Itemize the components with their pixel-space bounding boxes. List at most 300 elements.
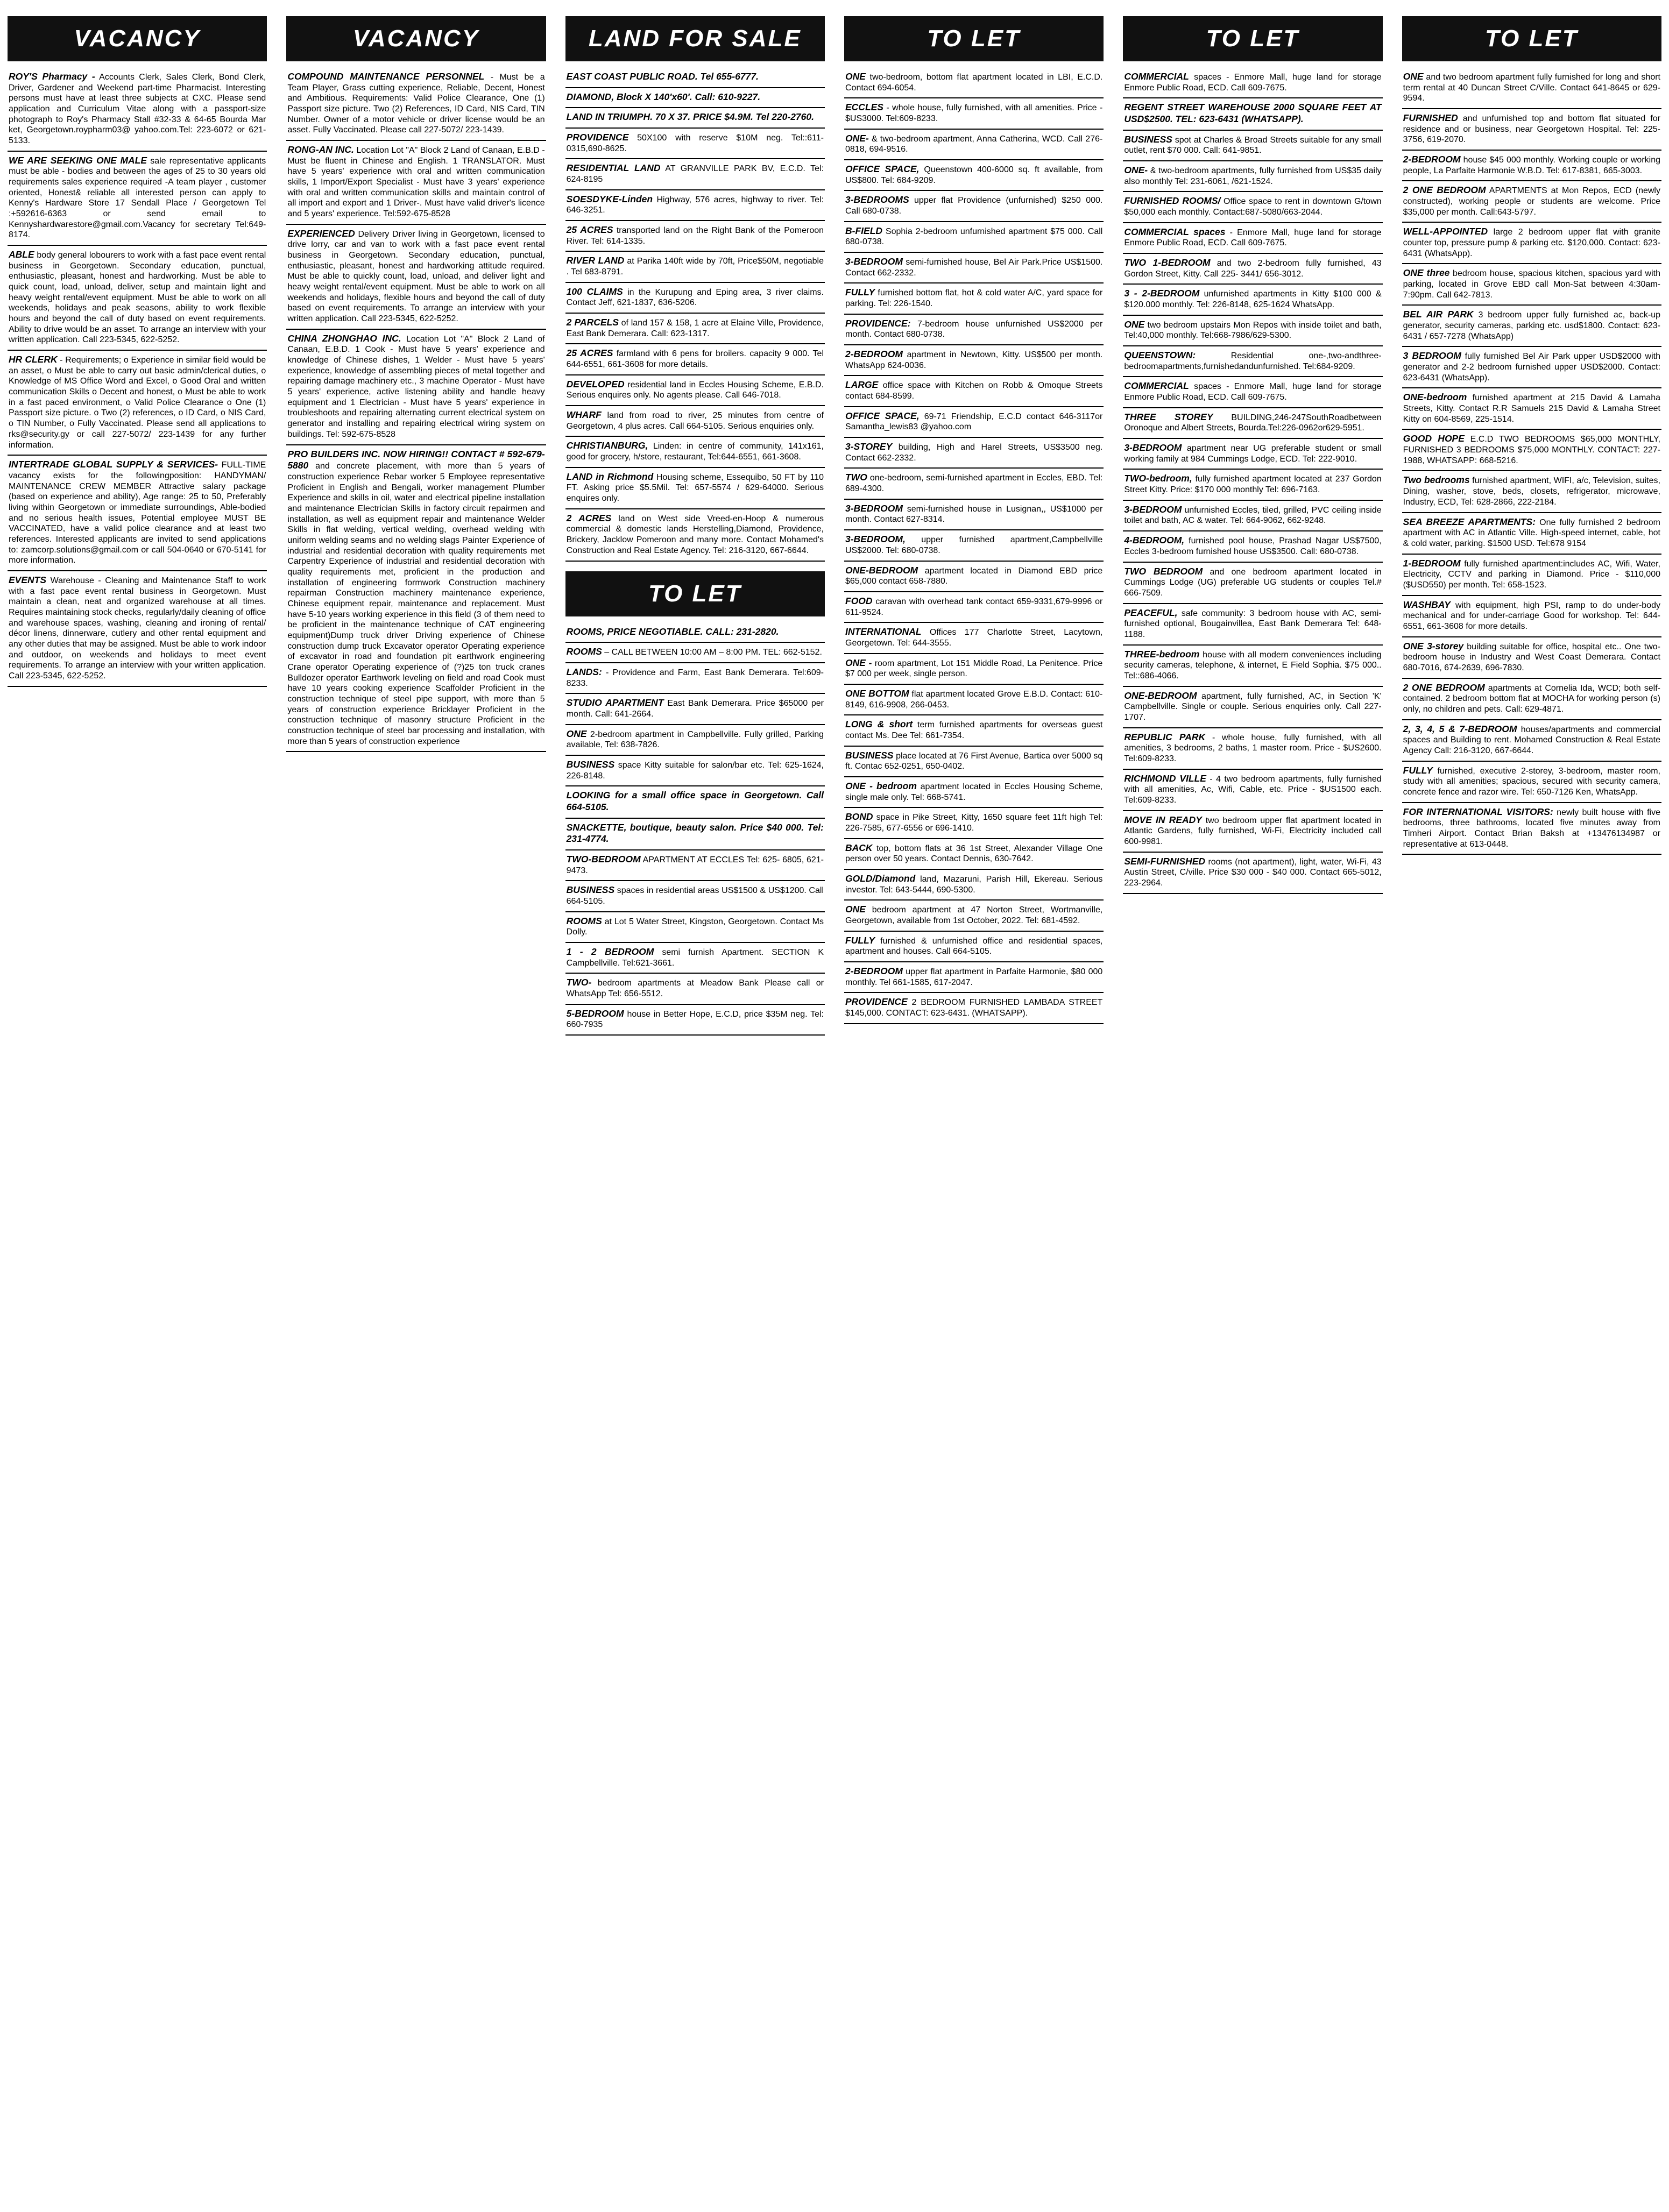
classified-ad [1402,555,1661,596]
classified-ad [1402,596,1661,637]
ad-lead: 3 - 2-BEDROOM [1124,288,1200,299]
classified-ad [844,315,1104,345]
ad-body: - 4 two bedroom apartments, fully furnished with all amenities, Ac, Wifi, Cable, etc. Price - $US1500 each. Tel:609-8233. [1124,774,1382,805]
ad-body: term furnished apartments for overseas guest contact Ms. Dee Tel: 661-7354. [845,720,1103,740]
ad-body: Accounts Clerk, Sales Clerk, Bond Clerk, Driver, Gardener and Weekend part-time Pharmacist. Interesting persons must have at least three subjects at CXC. Please send application and Curriculum Vitae along with a passport-size photograph to Roy's Pharmacy Stall #32-33 & 64-65 Bourda Mar ket, Georgetown.roypharm03@ yahoo.com.Tel: 223-6072 or 621-5133. [9,73,266,146]
ad-lead: FULLY [1403,764,1433,776]
classified-ad [1123,223,1382,254]
ad-body: Sophia 2-bedroom unfurnished apartment $75 000. Call 680-0738. [845,226,1103,247]
ad-body: building suitable for office, hospital etc.. One two-bedroom house in Industry and West Coast Demerara. Contact 680-7016, 674-2639, 696-7830. [1403,642,1661,672]
ad-lead: BUSINESS [1124,133,1172,145]
ad-lead: THREE-bedroom [1124,648,1200,660]
ad-lead: ONE - bedroom [845,780,917,791]
ad-body: Queenstown 400-6000 sq. ft available, from US$800. Tel: 684-9209. [845,165,1103,185]
classified-ad [844,130,1104,160]
ad-lead: BOND [845,811,873,823]
classified-ad [1123,470,1382,500]
classified-ad [565,108,825,129]
ad-lead: REPUBLIC PARK [1124,731,1206,742]
classified-ad [844,98,1104,129]
ad-lead: 3-STOREY [845,441,893,452]
ad-body: semi-furnished house in Lusignan,, US$1000 per month. Contact 627-8314. [845,504,1103,524]
ad-lead: 3-BEDROOM, [845,534,906,545]
classified-ad [844,438,1104,469]
ad-body: Linden: in centre of community, 141x161, good for grocery, h/store, restaurant, Tel:644-6551, 661-3608. [566,442,824,462]
ad-body: newly built house with five bedrooms, three bathrooms, located five minutes away from Timheri Airport. Contact Brian Baksh at +13476134987 or representative at 613-0448. [1403,807,1660,849]
ad-lead: 3-BEDROOMS [845,194,909,205]
classified-ad [286,225,546,330]
ad-body: fully furnished apartment:includes AC, Wifi, Water, Electricity, CCTV and parking in Diamond. Price - $110,000 ($USD550) per month. Tel: 658-1523. [1403,559,1661,590]
ad-body: two-bedroom, bottom flat apartment located in LBI, E.C.D. Contact 694-6054. [845,73,1103,93]
ad-body: 2 BEDROOM FURNISHED LAMBADA STREET $145,000. CONTACT: 623-6431. (WHATSAPP). [845,998,1103,1018]
ad-body: Offices 177 Charlotte Street, Lacytown, Georgetown. Tel: 644-3555. [845,628,1103,648]
ad-lead: COMPOUND MAINTENANCE PERSONNEL [287,71,485,82]
ad-lead: ONE-BEDROOM [845,564,918,576]
ad-body: apartment, fully furnished, AC, in Section 'K' Campbellville. Single or couple. Serious enquiries only. Call 227-1707. [1124,691,1382,722]
ad-lead: TWO-bedroom, [1124,473,1192,484]
classified-ad [565,437,825,467]
ad-lead: ONE [1403,71,1424,82]
classified-ad [1402,679,1661,720]
classified-ad [286,141,546,225]
ad-body: bedroom apartment at 47 Norton Street, Wortmanville, Georgetown, available from 1st October, 2022. Tel: 681-4592. [845,905,1103,925]
ad-body: apartment in Newtown, Kitty. US$500 per month. WhatsApp 624-0036. [845,350,1103,370]
classified-ad [844,283,1104,314]
classified-ad [1123,316,1382,346]
ad-body: safe community: 3 bedroom house with AC, semi-furnished optional, Bougainvillea, East Bank Demerara Tel: 648-1188. [1124,608,1382,639]
ad-body: furnished apartment, WIFI, a/c, Television, suites, Dining, washer, stove, beds, closets, refrigerator, microwave, Industry, ECD, Tel: 628-2866, 222-2184. [1403,476,1660,507]
classified-ad [565,643,825,663]
ad-body: - whole house, fully furnished, with all amenities. Price - $US3000. Tel:609-8233. [845,103,1103,124]
ad-lead: LAND in Richmond [566,471,654,482]
ad-body: space in Pike Street, Kitty, 1650 square feet 11ft high Tel: 226-7585, 677-6556 or 696-1410. [845,813,1103,833]
classified-ad [565,159,825,190]
classified-ad [1402,720,1661,762]
ad-lead: TWO-BEDROOM [566,853,641,864]
ad-lead: ONE - [845,657,872,668]
ad-lead: 3-BEDROOM [1124,504,1182,515]
classified-ad [1123,439,1382,470]
section-header: VACANCY [286,16,546,61]
classified-ad [1123,346,1382,377]
ad-lead: FURNISHED [1403,112,1458,124]
ad-lead: PEACEFUL, [1124,607,1178,618]
ad-lead: ONE [845,71,866,82]
ad-lead: ONE- [1124,165,1148,176]
ad-body: one-bedroom, semi-furnished apartment in Eccles, EBD. Tel: 689-4300. [845,473,1103,494]
ad-lead: OFFICE SPACE, [845,410,920,421]
ad-body: farmland with 6 pens for broilers. capacity 9 000. Tel 644-6551, 661-3608 for more details. [566,349,824,370]
ad-lead: ONE [845,904,866,915]
classified-ad [1123,853,1382,894]
classified-ad [1402,151,1661,181]
ad-lead: ROOMS [566,646,602,657]
ad-lead: COMMERCIAL [1124,71,1189,82]
ad-lead: SNACKETTE, boutique, beauty salon. Price $40 000. Tel: 231-4774. [566,821,824,845]
classified-ad [565,1005,825,1036]
ad-body: fully furnished Bel Air Park upper USD$2000 with generator and 2-2 bedroom furnished upper USD$2000. Contact: 623-6431 (WhatsApp). [1403,352,1661,382]
ad-lead: TWO BEDROOM [1124,565,1203,577]
ad-body: spot at Charles & Broad Streets suitable for any small outlet, rent $70 000. Call: 641-9851. [1124,135,1382,155]
classified-ad [844,962,1104,993]
ad-body: 69-71 Friendship, E.C.D contact 646-3117or Samantha_lewis83 @yahoo.com [845,412,1103,432]
ad-body: office space with Kitchen on Robb & Omoque Streets contact 684-8599. [845,381,1103,401]
ad-lead: TWO 1-BEDROOM [1124,257,1211,268]
ad-lead: CHINA ZHONGHAO INC. [287,332,401,344]
classified-ad [844,376,1104,407]
classified-ad [1123,408,1382,439]
classified-ad [844,253,1104,283]
classified-ad [1123,811,1382,853]
ad-body: and two bedroom apartment fully furnished for long and short term rental at 40 Duncan Street C/Ville. Contact 641-8645 or 629-9594. [1403,73,1661,103]
ad-lead: INTERTRADE GLOBAL SUPPLY & SERVICES- [9,459,218,470]
ad-lead: ONE- [845,132,869,144]
ad-lead: FULLY [845,934,875,946]
ad-lead: 3-BEDROOM [845,256,903,267]
classified-ad [1402,388,1661,430]
classified-ad [1123,687,1382,728]
ad-lead: BUSINESS [566,758,615,770]
ad-body: and unfurnished top and bottom flat situated for residence and or business, near Georgetown Hospital. Tel: 225-3756, 619-2070. [1403,114,1660,145]
section-header-to-let: TO LET [565,571,825,616]
column-vacancy-2 [286,16,546,2212]
ad-lead: 1-BEDROOM [1403,557,1461,569]
ad-body: semi-furnished house, Bel Air Park.Price US$1500. Contact 662-2332. [845,258,1103,278]
ad-lead: THREE STOREY [1124,411,1213,422]
ad-body: FULL-TIME vacancy exists for the followingposition: HANDYMAN/ MAINTENANCE CREW MEMBER Attractive salary package (based on experience and ability), Age range: 25 to 50, Preferably living within Georgetown or immediate surroundings, Able-bodied and no serious health issues, Potential employee MUST BE VACCINATED, have a valid police clearance and at least two references. Interested applicants are invited to send applications to: zamcorp.solutions@gmail.com or call 504-0640 or 670-5141 for more information. [9,460,266,565]
classified-ad [1402,181,1661,223]
ad-body: body general lobourers to work with a fast pace event rental business in Georgetown. Secondary education, punctual, enthusiastic, pleasant, honest and hardworking. Must be able to quick count, load, unload, deliver, setup and maintain light and heavy weight rental/event equipment. Must be able to work on all weekends, holidays and peak seasons, ability to work flexible hours and beyond the call of duty based on event requirements. Ability to drive would be an asset. To arrange an interview with your written application. Call 223-5345, 622-5252. [9,251,266,345]
ad-lead: ECCLES [845,102,883,113]
classified-ad [8,571,267,687]
ad-body: bedroom apartments at Meadow Bank Please call or WhatsApp Tel: 656-5512. [566,979,824,998]
classified-ad [8,351,267,456]
ad-body: building, High and Harel Streets, US$3500 neg. Contact 662-2332. [845,443,1103,463]
ad-body: Office space to rent in downtown G/town $50,000 each monthly. Contact:687-5080/663-2044. [1124,197,1382,217]
ad-body: flat apartment located Grove E.B.D. Contact: 610-8149, 616-9908, 266-0453. [845,689,1103,710]
ad-body: large 2 bedroom upper flat with granite counter top, pressure pump & parking etc. $120,000. Contact: 623-6431 (WhatsApp). [1403,228,1660,258]
ad-body: 2-bedroom apartment in Campbellville. Fully grilled, Parking available, Tel: 638-7826. [566,729,824,750]
ad-lead: ROY'S Pharmacy - [9,71,95,82]
ad-lead: ROOMS, PRICE NEGOTIABLE. CALL: 231-2820. [566,626,779,637]
column-to-let-3 [1402,16,1661,2212]
ad-lead: RONG-AN INC. [287,144,354,155]
ad-lead: LARGE [845,379,879,391]
ad-lead: TWO [845,472,867,483]
ad-body: residential land in Eccles Housing Scheme, E.B.D. Serious enquires only. No agents please. Call 646-7018. [566,380,824,400]
classified-ad [844,839,1104,870]
ad-body: land on West side Vreed-en-Hoop & numerous commercial & domestic lands Herstelling,Diamond, Providence, Brickery, Jacklow Pomeroon and many more. Contact Mohamed's Construction and Real Estate Agency. Tel: 216-3120, 667-6644. [566,514,824,555]
ad-lead: BACK [845,842,873,853]
ad-body: at Lot 5 Water Street, Kingston, Georgetown. Contact Ms Dolly. [566,917,824,937]
classified-ad [565,314,825,344]
ad-body: furnished bottom flat, hot & cold water A/C, yard space for parking. Tel: 226-1540. [845,288,1103,309]
ad-body: Highway, 576 acres, highway to river. Tel: 646-3251. [566,195,824,215]
ad-lead: ABLE [9,249,34,260]
ad-body: of land 157 & 158, 1 acre at Elaine Ville, Providence, East Bank Demerara. Call: 623-1317. [566,318,824,338]
classified-ad [286,330,546,445]
section-header: LAND FOR SALE [565,16,825,61]
ad-lead: BEL AIR PARK [1403,309,1474,320]
classified-ad [1123,68,1382,98]
ad-lead: 3-BEDROOM [1124,442,1182,453]
ad-lead: CHRISTIANBURG, [566,440,648,451]
classified-ad [844,715,1104,746]
classified-ad [565,344,825,375]
section-header: TO LET [1402,16,1661,61]
classified-ad [1123,377,1382,408]
ad-body: land from road to river, 25 minutes from centre of Georgetown, 4 plus acres. Call 664-5105. Serious enquiries only. [566,411,824,431]
classified-ad [1123,285,1382,315]
ad-body: Location Lot "A" Block 2 Land of Canaan, E.B.D. 1 Cook - Must have 5 years' experience and knowledge of Chinese dishes, 1 Welder - Must have 5 years' experience, knowledge of assembling pieces of metal together and repairing damage machinery etc., 3 machine Operator - Must have 5 years' experience, active listening ability and handle heavy equipment and 1 Electrician - Must have 5 years' experience in troubleshoots and repairing alternating current electrical system on generator and installing and repairing electrical wiring system on buildings. Tel: 592-675-8528 [287,334,545,439]
classified-ad [844,623,1104,654]
ad-lead: WHARF [566,409,602,421]
ad-body: apartment located in Diamond EBD price $65,000 contact 658-7880. [845,566,1103,586]
ad-lead: 100 CLAIMS [566,286,623,297]
classified-ad [1123,131,1382,161]
ad-lead: EXPERIENCED [287,228,355,239]
ad-body: APARTMENT AT ECCLES Tel: 625- 6805, 621-9473. [566,855,824,875]
classified-ad [1123,563,1382,604]
classified-ad [1402,223,1661,264]
classified-ad [844,469,1104,499]
ad-lead: ONE-bedroom [1403,392,1467,403]
ad-lead: B-FIELD [845,225,883,236]
ad-lead: BUSINESS [566,884,615,896]
ad-lead: QUEENSTOWN: [1124,350,1196,361]
ad-lead: HR CLERK [9,354,58,365]
ad-lead: 2-BEDROOM [845,349,903,360]
ad-lead: BUSINESS [845,749,894,761]
ad-body: house with all modern conveniences including security cameras, telephone, & internet, E Field Sophia. $75 000.. Tel::686-4066. [1124,650,1382,680]
classified-ad [844,562,1104,592]
ad-lead: 4-BEDROOM, [1124,535,1185,546]
classified-ad [1402,803,1661,855]
classified-ad [565,756,825,786]
classified-ad [286,445,546,753]
ad-body: - whole house, fully furnished, with all amenities, 3 bedrooms, 2 baths, 1 master room. Price - $US2600. Tel:609-8233. [1124,733,1382,763]
classified-ad [565,881,825,912]
classified-ad [565,129,825,159]
ad-lead: ONE-BEDROOM [1124,690,1197,701]
classified-ad [565,725,825,756]
ad-body: furnished pool house, Prashad Nagar US$7500, Eccles 3-bedroom furnished house US$3500. Call: 680-0738. [1124,536,1382,556]
classified-ad [844,932,1104,962]
ad-body: APARTMENTS at Mon Repos, ECD (newly constructed), working people or students are welcome. Price $35,000 per month. Call:643-5797. [1403,186,1660,217]
ad-lead: INTERNATIONAL [845,626,922,637]
ad-lead: 25 ACRES [566,224,613,236]
ad-lead: SEMI-FURNISHED [1124,855,1206,867]
ad-lead: 2 ONE BEDROOM [1403,682,1485,693]
ad-body: semi furnish Apartment. SECTION K Campbellville. Tel:621-3661. [566,947,824,968]
ad-body: - Must be a Team Player, Grass cutting experience, Reliable, Decent, Honest and Ambitious. Requirements: Valid Police Clearance, One (1) Passport size picture. Two (2) References, ID Card, NIS Card, TIN Number. Owner of a motor vehicle or driver license would be an asset. Fully Vaccinated. Please call 227-5072/ 223-1439. [287,73,545,135]
ad-lead: LOOKING for a small office space in Georgetown. Call 664-5105. [566,790,824,812]
ad-body: - Enmore Mall, huge land for storage Enmore Public Road, ECD. Call 609-7675. [1124,228,1382,248]
section-header: TO LET [1123,16,1382,61]
ad-body: One fully furnished 2 bedroom apartment with AC in Atlantic Ville. High-speed internet, cable, hot & cold water, parking. $1500 USD. Tel:678 9154 [1403,517,1660,548]
ad-lead: COMMERCIAL [1124,380,1189,392]
classified-ad [1123,192,1382,223]
ad-lead: SEA BREEZE APARTMENTS: [1403,516,1536,527]
ad-lead: DEVELOPED [566,378,625,389]
classified-ad [1123,728,1382,770]
classified-ad [1123,646,1382,687]
ad-body: East Bank Demerara. Price $65000 per month. Call: 641-2664. [566,699,824,719]
classified-ad [1123,501,1382,531]
classified-ad [844,407,1104,438]
ad-lead: FOR INTERNATIONAL VISITORS: [1403,806,1553,817]
ad-lead: PROVIDENCE: [845,317,911,329]
classified-ad [1402,306,1661,347]
classified-ad [844,345,1104,376]
ad-lead: ROOMS [566,915,602,926]
ad-lead: GOOD HOPE [1403,433,1465,444]
classified-ad [1402,264,1661,306]
ad-lead: ONE 3-storey [1403,640,1464,651]
ad-lead: GOLD/Diamond [845,873,916,884]
ad-body: land, Mazaruni, Parish Hill, Ekereau. Serious investor. Tel: 643-5444, 690-5300. [845,874,1103,895]
classified-ad [565,375,825,406]
classified-ad [565,694,825,725]
classified-ad [565,623,825,643]
ad-lead: FULLY [845,287,875,298]
classified-ad [565,221,825,252]
classified-ad [565,786,825,818]
ad-lead: 2-BEDROOM [1403,154,1461,165]
column-to-let-2 [1123,16,1382,2212]
ad-body: two bedroom upper flat apartment located in Atlantic Gardens, fully furnished, Wi-Fi, Electricity included call 600-9981. [1124,816,1382,846]
ad-lead: 2 ACRES [566,512,612,523]
ad-body: spaces - Enmore Mall, huge land for storage Enmore Public Road, ECD. Call 609-7675. [1124,73,1382,93]
ad-lead: Two bedrooms [1403,474,1470,486]
ad-body: 50X100 with reserve $10M neg. Tel::611-0315,690-8625. [566,133,824,153]
ad-lead: MOVE IN READY [1124,814,1202,825]
classified-ad [844,777,1104,808]
ad-body: unfurnished Eccles, tiled, grilled, PVC ceiling inside toilet and bath, AC & water. Tel: 664-9062, 662-9248. [1124,505,1382,526]
ad-lead: 25 ACRES [566,348,613,359]
ad-body: at Parika 140ft wide by 70ft, Price$50M, negotiable . Tel 683-8791. [566,257,824,277]
ad-lead: RICHMOND VILLE [1124,772,1206,784]
ad-body: upper furnished apartment,Campbellville US$2000. Tel: 680-0738. [845,535,1103,555]
classified-ad [565,252,825,282]
classified-ad [1402,430,1661,471]
ad-lead: 2 ONE BEDROOM [1403,185,1486,196]
ad-body: space Kitty suitable for salon/bar etc. Tel: 625-1624, 226-8148. [566,760,824,781]
ad-lead: FURNISHED ROOMS/ [1124,195,1221,207]
classified-ad [844,191,1104,222]
classified-ad [1123,161,1382,192]
ad-lead: RIVER LAND [566,255,625,266]
classified-ad [8,246,267,351]
classified-ad [1402,68,1661,109]
ad-body: & two-bedroom apartment, Anna Catherina, WCD. Call 276-0818, 694-9516. [845,134,1103,154]
ad-body: spaces - Enmore Mall, huge land for storage Enmore Public Road, ECD. Call 609-7675. [1124,382,1382,402]
classified-ad [286,68,546,141]
ad-body: bedroom house, spacious kitchen, spacious yard with parking, located in Grove EBD call Mon-Sat between 4:30am-7:90pm. Call 642-7813. [1403,269,1660,300]
classified-ad [565,283,825,314]
ad-lead: 2, 3, 4, 5 & 7-BEDROOM [1403,723,1517,734]
ad-lead: EVENTS [9,574,47,585]
classified-ad [8,456,267,571]
ad-body: house $45 000 monthly. Working couple or working people, La Parfaite Harmonie W.B.D. Tel: 617-8381, 665-3003. [1403,155,1660,175]
column-vacancy-1 [8,16,267,2212]
ad-lead: LAND IN TRIUMPH. 70 X 37. PRICE $4.9M. Tel 220-2760. [566,111,814,123]
ad-lead: 3 BEDROOM [1403,350,1461,361]
ad-lead: LONG & short [845,719,913,730]
classified-ad [844,592,1104,623]
ad-body: top, bottom flats at 36 1st Street, Alexander Village One person over 50 years. Contact Dennis, 630-7642. [845,843,1103,864]
classified-ad [1402,347,1661,388]
ad-body: unfurnished apartments in Kitty $100 000 & $120.000 monthly. Tel: 226-8148, 625-1624 WhatsApp. [1124,289,1382,310]
ad-lead: REGENT STREET WAREHOUSE 2000 SQUARE FEET AT USD$2500. TEL: 623-6431 (WHATSAPP). [1124,102,1382,125]
classified-ad [565,468,825,509]
ad-lead: PROVIDENCE [566,132,629,143]
ad-lead: WE ARE SEEKING ONE MALE [9,154,147,166]
classified-ad [1123,604,1382,646]
ad-body: in the Kurupung and Eping area, 3 river claims. Contact Jeff, 621-1837, 636-5206. [566,287,824,308]
ad-body: with equipment, high PSI, ramp to do under-body mechanical and for under-carriage Good for workshop. Tel: 644-6551, 661-3608 for more details. [1403,600,1660,631]
classified-ad [565,912,825,943]
ad-lead: PROVIDENCE [845,996,908,1008]
ad-lead: FOOD [845,595,873,606]
ad-body: caravan with overhead tank contact 659-9331,679-9996 or 611-9524. [845,597,1103,617]
ad-body: - Providence and Farm, East Bank Demerara. Tel:609-8233. [566,668,824,688]
ad-body: apartment located in Eccles Housing Scheme, single male only. Tel: 668-5741. [845,782,1103,802]
classified-ad [565,663,825,694]
ad-body: & two-bedroom apartments, fully furnished from US$35 daily also monthly Tel: 231-6061, /621-1524. [1124,166,1382,186]
ad-body: 7-bedroom house unfurnished US$2000 per month. Contact 680-0738. [845,319,1103,339]
ad-lead: 1 - 2 BEDROOM [566,946,654,957]
ad-body: Residential one-,two-andthree-bedroomapartments,furnishedandunfurnished. Tel:684-9209. [1124,351,1382,371]
ad-body: two bedroom upstairs Mon Repos with inside toilet and bath, Tel:40,000 monthly. Tel:668-7986/629-5300. [1124,320,1382,341]
classified-ad [844,808,1104,839]
ad-body: place located at 76 First Avenue, Bartica over 5000 sq ft. Contac 652-0251, 650-0402. [845,751,1103,771]
ad-body: apartment near UG preferable student or small working family at 984 Cummings Lodge, ECD. Tel: 222-9010. [1124,444,1382,464]
ad-lead: PRO BUILDERS INC. NOW HIRING!! CONTACT # 592-679-5880 [287,448,545,471]
ad-lead: WASHBAY [1403,599,1451,610]
ad-body: Location Lot "A" Block 2 Land of Canaan, E.B.D - Must be fluent in Chinese and English. 1 TRANSLATOR. Must have 5 years' experience with oral and written communication skills, 1 Import/Export Specialist - Must have 3 years' experience with oral and written communication skills and maintain control of all import and export and 1 Driver-. Must have valid driver's licence and 5 years' experience. Tel:592-675-8528 [287,146,545,219]
classified-ad [844,160,1104,191]
ad-lead: 5-BEDROOM [566,1008,624,1019]
ad-body: – CALL BETWEEN 10:00 AM – 8:00 PM. TEL: 662-5152. [604,648,822,657]
classified-ad [1402,109,1661,151]
ad-body: and two 2-bedroom fully furnished, 43 Gordon Street, Kitty. Call 225- 3441/ 656-3012. [1124,259,1382,279]
classified-ad [565,509,825,562]
ad-body: apartments at Cornelia Ida, WCD; both self-contained. 2 bedroom bottom flat at MOCHA for working person (s) only, no children and pets. Call: 629-4871. [1403,683,1660,714]
ad-body: sale representative applicants must be able - bodies and between the ages of 25 to 30 years old requirements sales experience required -A team player , customer oriented, Honest& reliable all interested person can apply to Kenny's Hardware Store 17 Sendall Place / Georgetown Tel :+592616-6363 or send email to Kennyshardwarestore@gmail.com.Vacancy for secretary Tel:649-8174. [9,156,266,240]
ad-body: furnished apartment at 215 David & Lamaha Streets, Kitty. Contact R.R Samuels 215 David & Lamaha Street Kitty on 604-8569, 225-1514. [1403,393,1661,424]
ad-body: upper flat Providence (unfurnished) $250 000. Call 680-0738. [845,196,1103,216]
section-header: TO LET [844,16,1104,61]
ad-body: E.C.D TWO BEDROOMS $65,000 MONTHLY, FURNISHED 3 BEDROOMS $75,000 MONTHLY. CONTACT: 227-1988, WHATSAPP: 668-5216. [1403,435,1660,465]
ad-body: - Requirements; o Experience in similar field would be an asset, o Must be able to carry out basic admin/clerical duties, o Knowledge of MS Office Word and Excel, o Good Oral and written communication Skills o Decent and honest, o Must be able to work in a fast paced environment, o Valid Police Clearance o One (1) Passport size picture. o Two (2) references, o ID Card, o NIS Card, o TIN Number, o Fully Vaccinated. Please send all applications to rks@security.gy or call 227-5072/ 223-1439 for any further information. [9,356,266,450]
ad-body: transported land on the Right Bank of the Pomeroon River. Tel: 614-1335. [566,226,824,246]
ad-lead: RESIDENTIAL LAND [566,162,661,174]
classified-ad [844,870,1104,901]
ad-lead: 2 PARCELS [566,317,619,328]
ad-body: house in Better Hope, E.C.D, price $35M neg. Tel: 660-7935 [566,1009,824,1030]
ad-lead: OFFICE SPACE, [845,164,920,175]
ad-lead: ONE [566,728,587,739]
classified-ad [844,901,1104,931]
ad-body: AT GRANVILLE PARK BV, E.C.D. Tel: 624-8195 [566,164,824,185]
classified-ad [1123,254,1382,285]
ad-body: and concrete placement, with more than 5 years of construction experience Rebar worker 5 Employee representative Proficient in English and Bengali, worker management Plumber Experience and skills in oil, water and electrical pipeline installation and maintenance Electrician Skills in factory circuit repairmen and installation, as well as equipment repair and maintenance Welder Skills in flat welding, vertical welding, overhead welding with uniform welding seams and no welding slags Painter Experience of industrial and residential decoration with quality requirements met Carpentry Experience of industrial and residential decoration with quality requirements met, proficient in the production and installation of engineering formwork Construction machinery repairman Construction machinery maintenance experience, Chinese equipment repair, maintenance and replacement. Must have 5-10 years working experience in this field (3 of them need to be proficient in the maintenance technique of CAT engineering equipment)Dump truck driver Driving experience of Chinese construction dump truck Excavator operator Operating experience of excavator in road and foundation pit earthwork engineering Crane operator Operating experience of (?)25 ton truck cranes Bulldozer operator Earthwork leveling on field and road Cook must have 10 years cooking experience Scaffolder Proficient in the construction technique of steel pipe support, with more than 5 years of construction experience Bricklayer Proficient in the construction technique of masonry structure Proficient in the construction technique of steel bar processing and installation, with more than 5 years of construction experience [287,462,545,746]
ad-lead: EAST COAST PUBLIC ROAD. Tel 655-6777. [566,71,759,82]
classified-ad [1123,770,1382,811]
ad-body: BUILDING,246-247SouthRoadbetween Oronoque and Albert Streets, Bourda.Tel:226-0962or629-5951. [1124,413,1382,433]
classified-ad [1123,98,1382,130]
